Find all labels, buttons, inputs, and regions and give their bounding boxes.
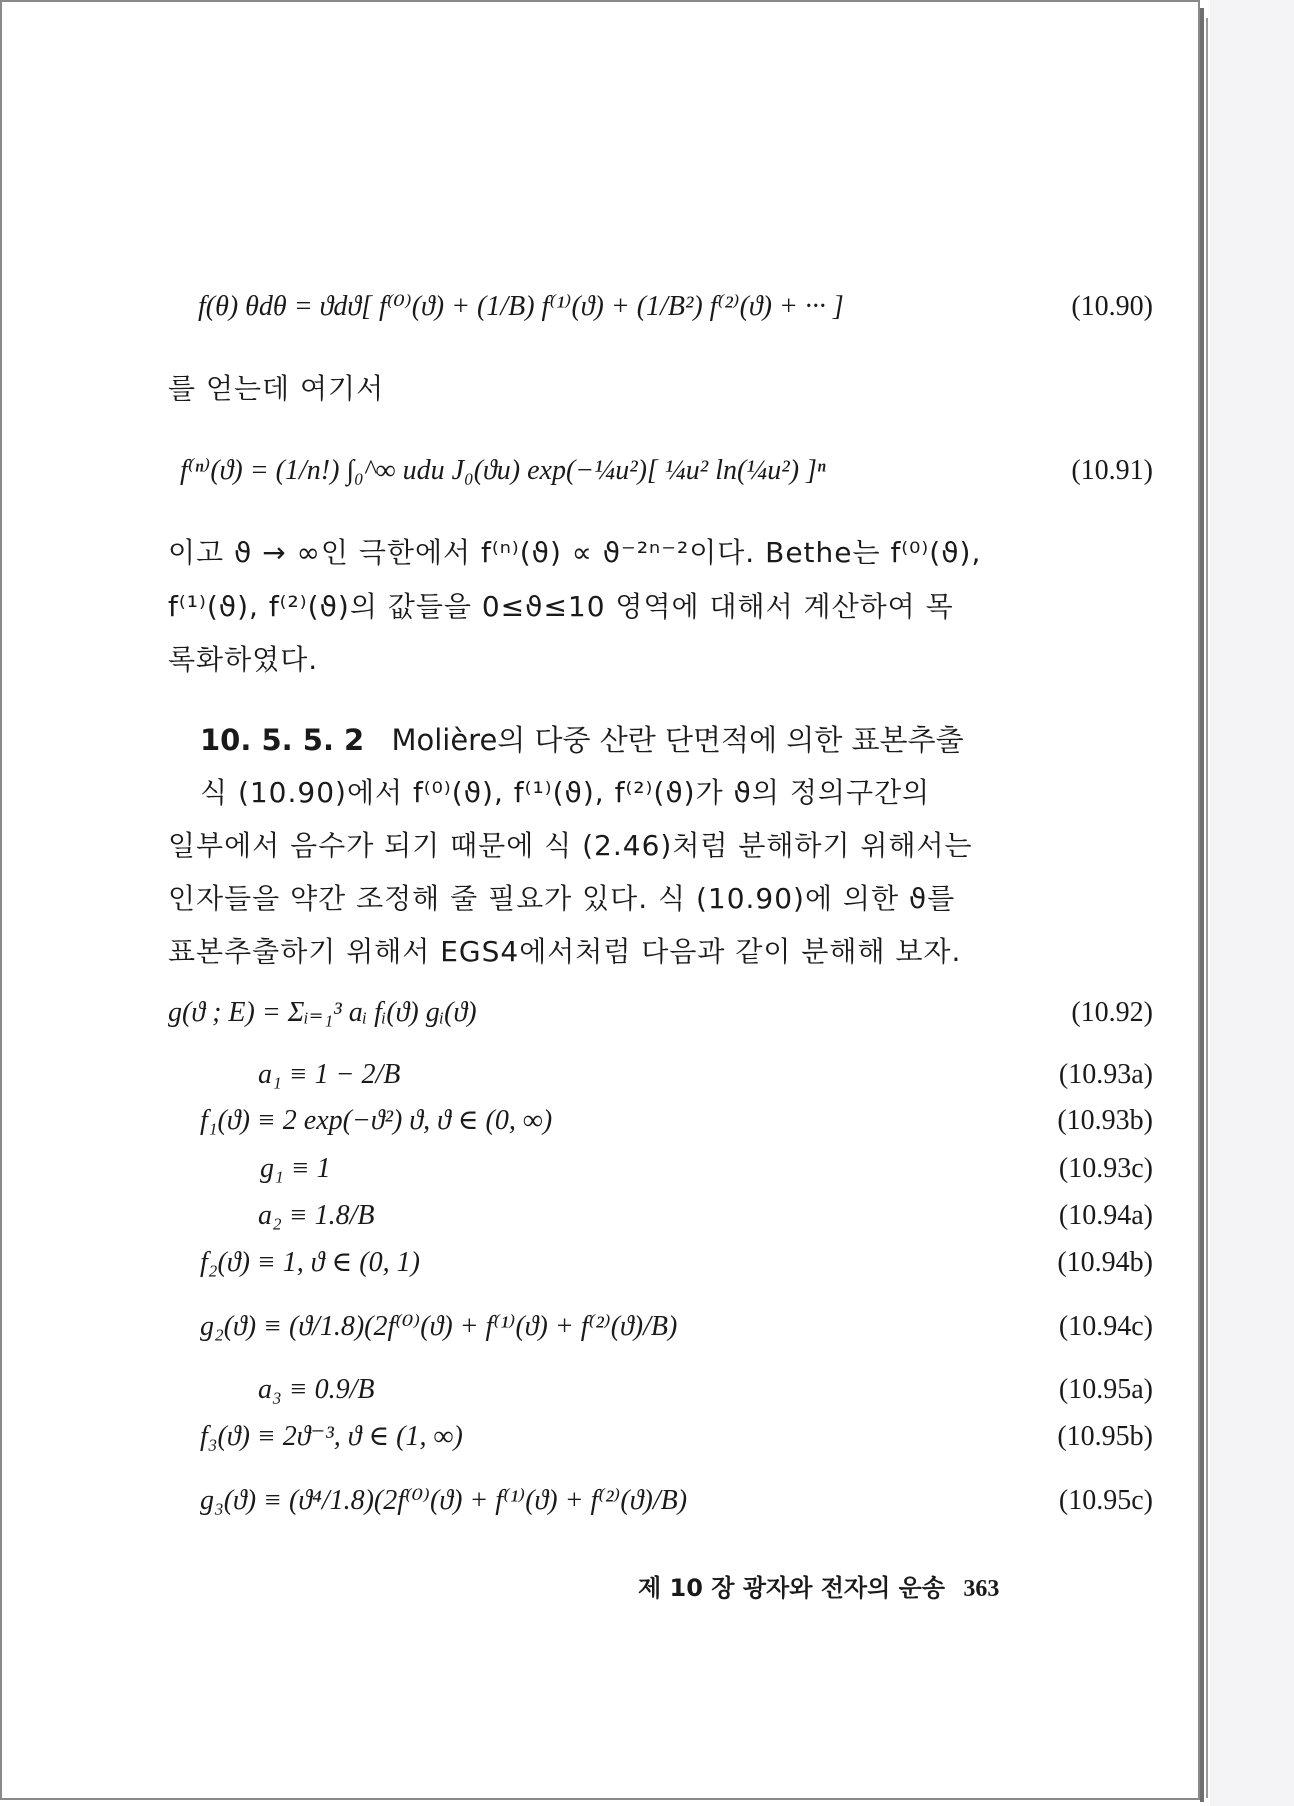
equation-number: (10.95b) <box>1057 1421 1153 1452</box>
equation-10-92: g(ϑ ; E) = Σᵢ₌₁³ aᵢ fᵢ(ϑ) gᵢ(ϑ) <box>168 997 477 1028</box>
equation-number: (10.93a) <box>1058 1059 1153 1090</box>
paragraph-line: 인자들을 약간 조정해 줄 필요가 있다. 식 (10.90)에 의한 ϑ를 <box>168 882 956 915</box>
equation-10-94c: g₂(ϑ) ≡ (ϑ/1.8)(2f⁽⁰⁾(ϑ) + f⁽¹⁾(ϑ) + f⁽²⁾(ϑ)/B) <box>200 1311 678 1342</box>
running-title: 제 10 장 광자와 전자의 운송 <box>638 1574 946 1602</box>
paragraph-line: 를 얻는데 여기서 <box>168 372 385 405</box>
section-title: Molière의 다중 산란 단면적에 의한 표본추출 <box>391 723 964 757</box>
equation-text: f(θ) θdθ = ϑdϑ[ f⁽⁰⁾(ϑ) + (1/B) f⁽¹⁾(ϑ) + (1/B²) f⁽²⁾(ϑ) + ··· ] <box>198 291 844 322</box>
equation-10-93b: f₁(ϑ) ≡ 2 exp(−ϑ²) ϑ, ϑ ∈ (0, ∞) <box>200 1105 553 1136</box>
equation-text: f⁽ⁿ⁾(ϑ) = (1/n!) ∫₀^∞ udu J₀(ϑu) exp(−¼u²)[ ¼u² ln(¼u²) ]ⁿ <box>180 455 826 486</box>
equation-number: (10.90) <box>1071 291 1153 322</box>
equation-number: (10.93c) <box>1058 1153 1153 1184</box>
equation-number: (10.94b) <box>1057 1247 1153 1278</box>
equation-10-93a: a₁ ≡ 1 − 2/B <box>258 1059 401 1090</box>
equation-number: (10.92) <box>1071 997 1153 1028</box>
equation-number: (10.94a) <box>1058 1200 1153 1231</box>
paragraph-line: 이고 ϑ → ∞인 극한에서 f⁽ⁿ⁾(ϑ) ∝ ϑ⁻²ⁿ⁻²이다. Bethe는 f⁽⁰⁾(ϑ), <box>168 536 982 569</box>
paragraph-line: 식 (10.90)에서 f⁽⁰⁾(ϑ), f⁽¹⁾(ϑ), f⁽²⁾(ϑ)가 ϑ의 정의구간의 <box>200 776 931 809</box>
background-margin <box>1210 0 1294 1806</box>
section-number: 10. 5. 5. 2 <box>200 723 365 757</box>
equation-10-94a: a₂ ≡ 1.8/B <box>258 1200 375 1231</box>
page-number: 363 <box>963 1576 1000 1602</box>
equation-number: (10.95a) <box>1058 1374 1153 1405</box>
page-edge <box>1200 8 1204 1802</box>
equation-number: (10.94c) <box>1058 1311 1153 1342</box>
equation-10-90 <box>198 290 888 324</box>
paragraph-line: f⁽¹⁾(ϑ), f⁽²⁾(ϑ)의 값들을 0≤ϑ≤10 영역에 대해서 계산하여 목 <box>168 590 954 623</box>
paragraph-line: 표본추출하기 위해서 EGS4에서처럼 다음과 같이 분해해 보자. <box>168 935 962 968</box>
paragraph-line: 일부에서 음수가 되기 때문에 식 (2.46)처럼 분해하기 위해서는 <box>168 829 973 862</box>
paragraph-line: 록화하였다. <box>168 643 319 676</box>
equation-number: (10.91) <box>1071 455 1153 486</box>
equation-10-91 <box>180 454 920 488</box>
page-edge-inner <box>1206 18 1208 1798</box>
equation-number: (10.95c) <box>1058 1485 1153 1516</box>
equation-10-94b: f₂(ϑ) ≡ 1, ϑ ∈ (0, 1) <box>200 1247 420 1278</box>
section-heading <box>200 718 964 759</box>
equation-10-95c: g₃(ϑ) ≡ (ϑ⁴/1.8)(2f⁽⁰⁾(ϑ) + f⁽¹⁾(ϑ) + f⁽²⁾(ϑ)/B) <box>200 1485 688 1516</box>
equation-10-95a: a₃ ≡ 0.9/B <box>258 1374 375 1405</box>
equation-10-93c: g₁ ≡ 1 <box>260 1153 331 1184</box>
equation-10-95b: f₃(ϑ) ≡ 2ϑ⁻³, ϑ ∈ (1, ∞) <box>200 1421 463 1452</box>
equation-number: (10.93b) <box>1057 1105 1153 1136</box>
page-footer <box>638 1568 999 1603</box>
